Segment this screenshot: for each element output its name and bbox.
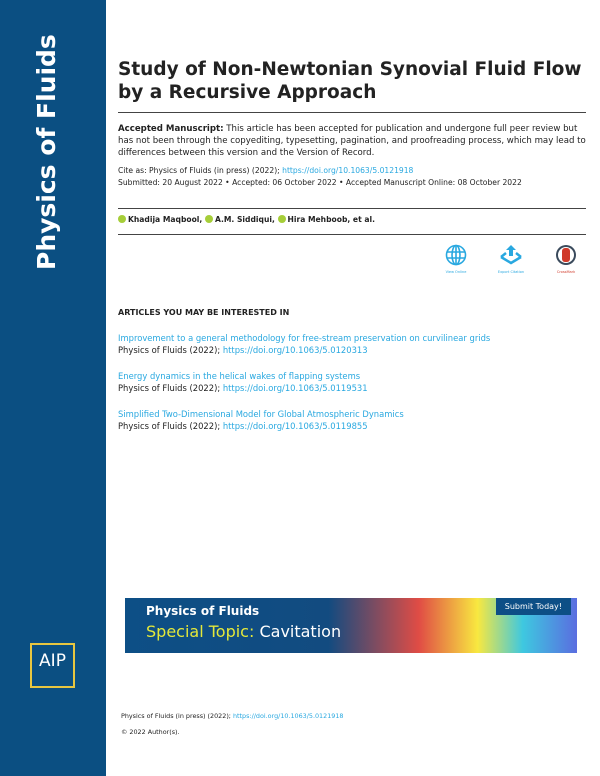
divider: [118, 208, 586, 209]
notice-label: Accepted Manuscript:: [118, 124, 224, 134]
cite-as: [118, 166, 588, 177]
related-heading: ARTICLES YOU MAY BE INTERESTED IN: [118, 308, 290, 317]
related-doi-link[interactable]: https://doi.org/10.1063/5.0120313: [222, 345, 368, 355]
authors: [118, 215, 588, 226]
footer-cite-text: Physics of Fluids (in press) (2022);: [121, 712, 233, 720]
action-label: CrossMark: [556, 270, 576, 274]
related-doi-link[interactable]: https://doi.org/10.1063/5.0119531: [222, 383, 368, 393]
orcid-icon[interactable]: [205, 215, 213, 223]
notice-text: This article has been accepted for publication and undergone full peer review but has not been through the copyediting, typesetting, pagination, and proofreading process, which may lead to differences between this version and the Version of Record.: [118, 124, 586, 158]
related-source: Physics of Fluids (2022);: [118, 421, 223, 431]
related-source: Physics of Fluids (2022);: [118, 383, 223, 393]
view-online-button[interactable]: [436, 244, 476, 274]
related-title-link[interactable]: Simplified Two-Dimensional Model for Global Atmospheric Dynamics: [118, 409, 404, 419]
crossmark-button[interactable]: [546, 244, 586, 274]
logo-text: AIP: [39, 651, 66, 671]
export-citation-button[interactable]: [491, 244, 531, 274]
related-title-link[interactable]: Energy dynamics in the helical wakes of flapping systems: [118, 371, 361, 381]
topic-name: Cavitation: [254, 622, 342, 641]
related-source: Physics of Fluids (2022);: [118, 345, 223, 355]
article-title: Study of Non-Newtonian Synovial Fluid Flow by a Recursive Approach: [118, 59, 582, 103]
author[interactable]: A.M. Siddiqui,: [214, 215, 275, 224]
export-icon: [499, 244, 523, 266]
related-item: [118, 408, 404, 432]
topic-label: Special Topic:: [146, 622, 255, 641]
action-label: Export Citation: [497, 270, 525, 274]
orcid-icon[interactable]: [278, 215, 286, 223]
banner-topic: [146, 622, 341, 641]
related-item: [118, 332, 490, 356]
special-topic-banner[interactable]: [125, 598, 577, 653]
submit-today-button[interactable]: Submit Today!: [496, 598, 571, 615]
globe-icon: [445, 244, 467, 266]
author[interactable]: Hira Mehboob, et al.: [287, 215, 375, 224]
divider: [118, 112, 586, 113]
related-item: [118, 370, 368, 394]
doi-link[interactable]: https://doi.org/10.1063/5.0121918: [282, 166, 414, 175]
related-doi-link[interactable]: https://doi.org/10.1063/5.0119855: [222, 421, 368, 431]
footer-doi-link[interactable]: https://doi.org/10.1063/5.0121918: [233, 712, 344, 720]
copyright: © 2022 Author(s).: [121, 728, 180, 736]
dates: Submitted: 20 August 2022 • Accepted: 06 October 2022 • Accepted Manuscript Online: 08 October 2022: [118, 178, 522, 187]
cite-label: Cite as: Physics of Fluids (in press) (2022);: [118, 166, 283, 175]
banner-journal: Physics of Fluids: [146, 604, 260, 618]
logo-subtext: Publishing: [246, 674, 288, 682]
crossmark-icon: [555, 244, 577, 266]
footer-cite: [121, 712, 343, 720]
aip-logo[interactable]: [30, 643, 288, 688]
action-label: View Online: [445, 270, 467, 274]
related-title-link[interactable]: Improvement to a general methodology for free-stream preservation on curvilinear grids: [118, 333, 491, 343]
journal-name: Physics of Fluids: [32, 34, 61, 270]
orcid-icon[interactable]: [118, 215, 126, 223]
accepted-notice: [118, 123, 588, 159]
divider: [118, 234, 586, 235]
author[interactable]: Khadija Maqbool,: [128, 215, 203, 224]
